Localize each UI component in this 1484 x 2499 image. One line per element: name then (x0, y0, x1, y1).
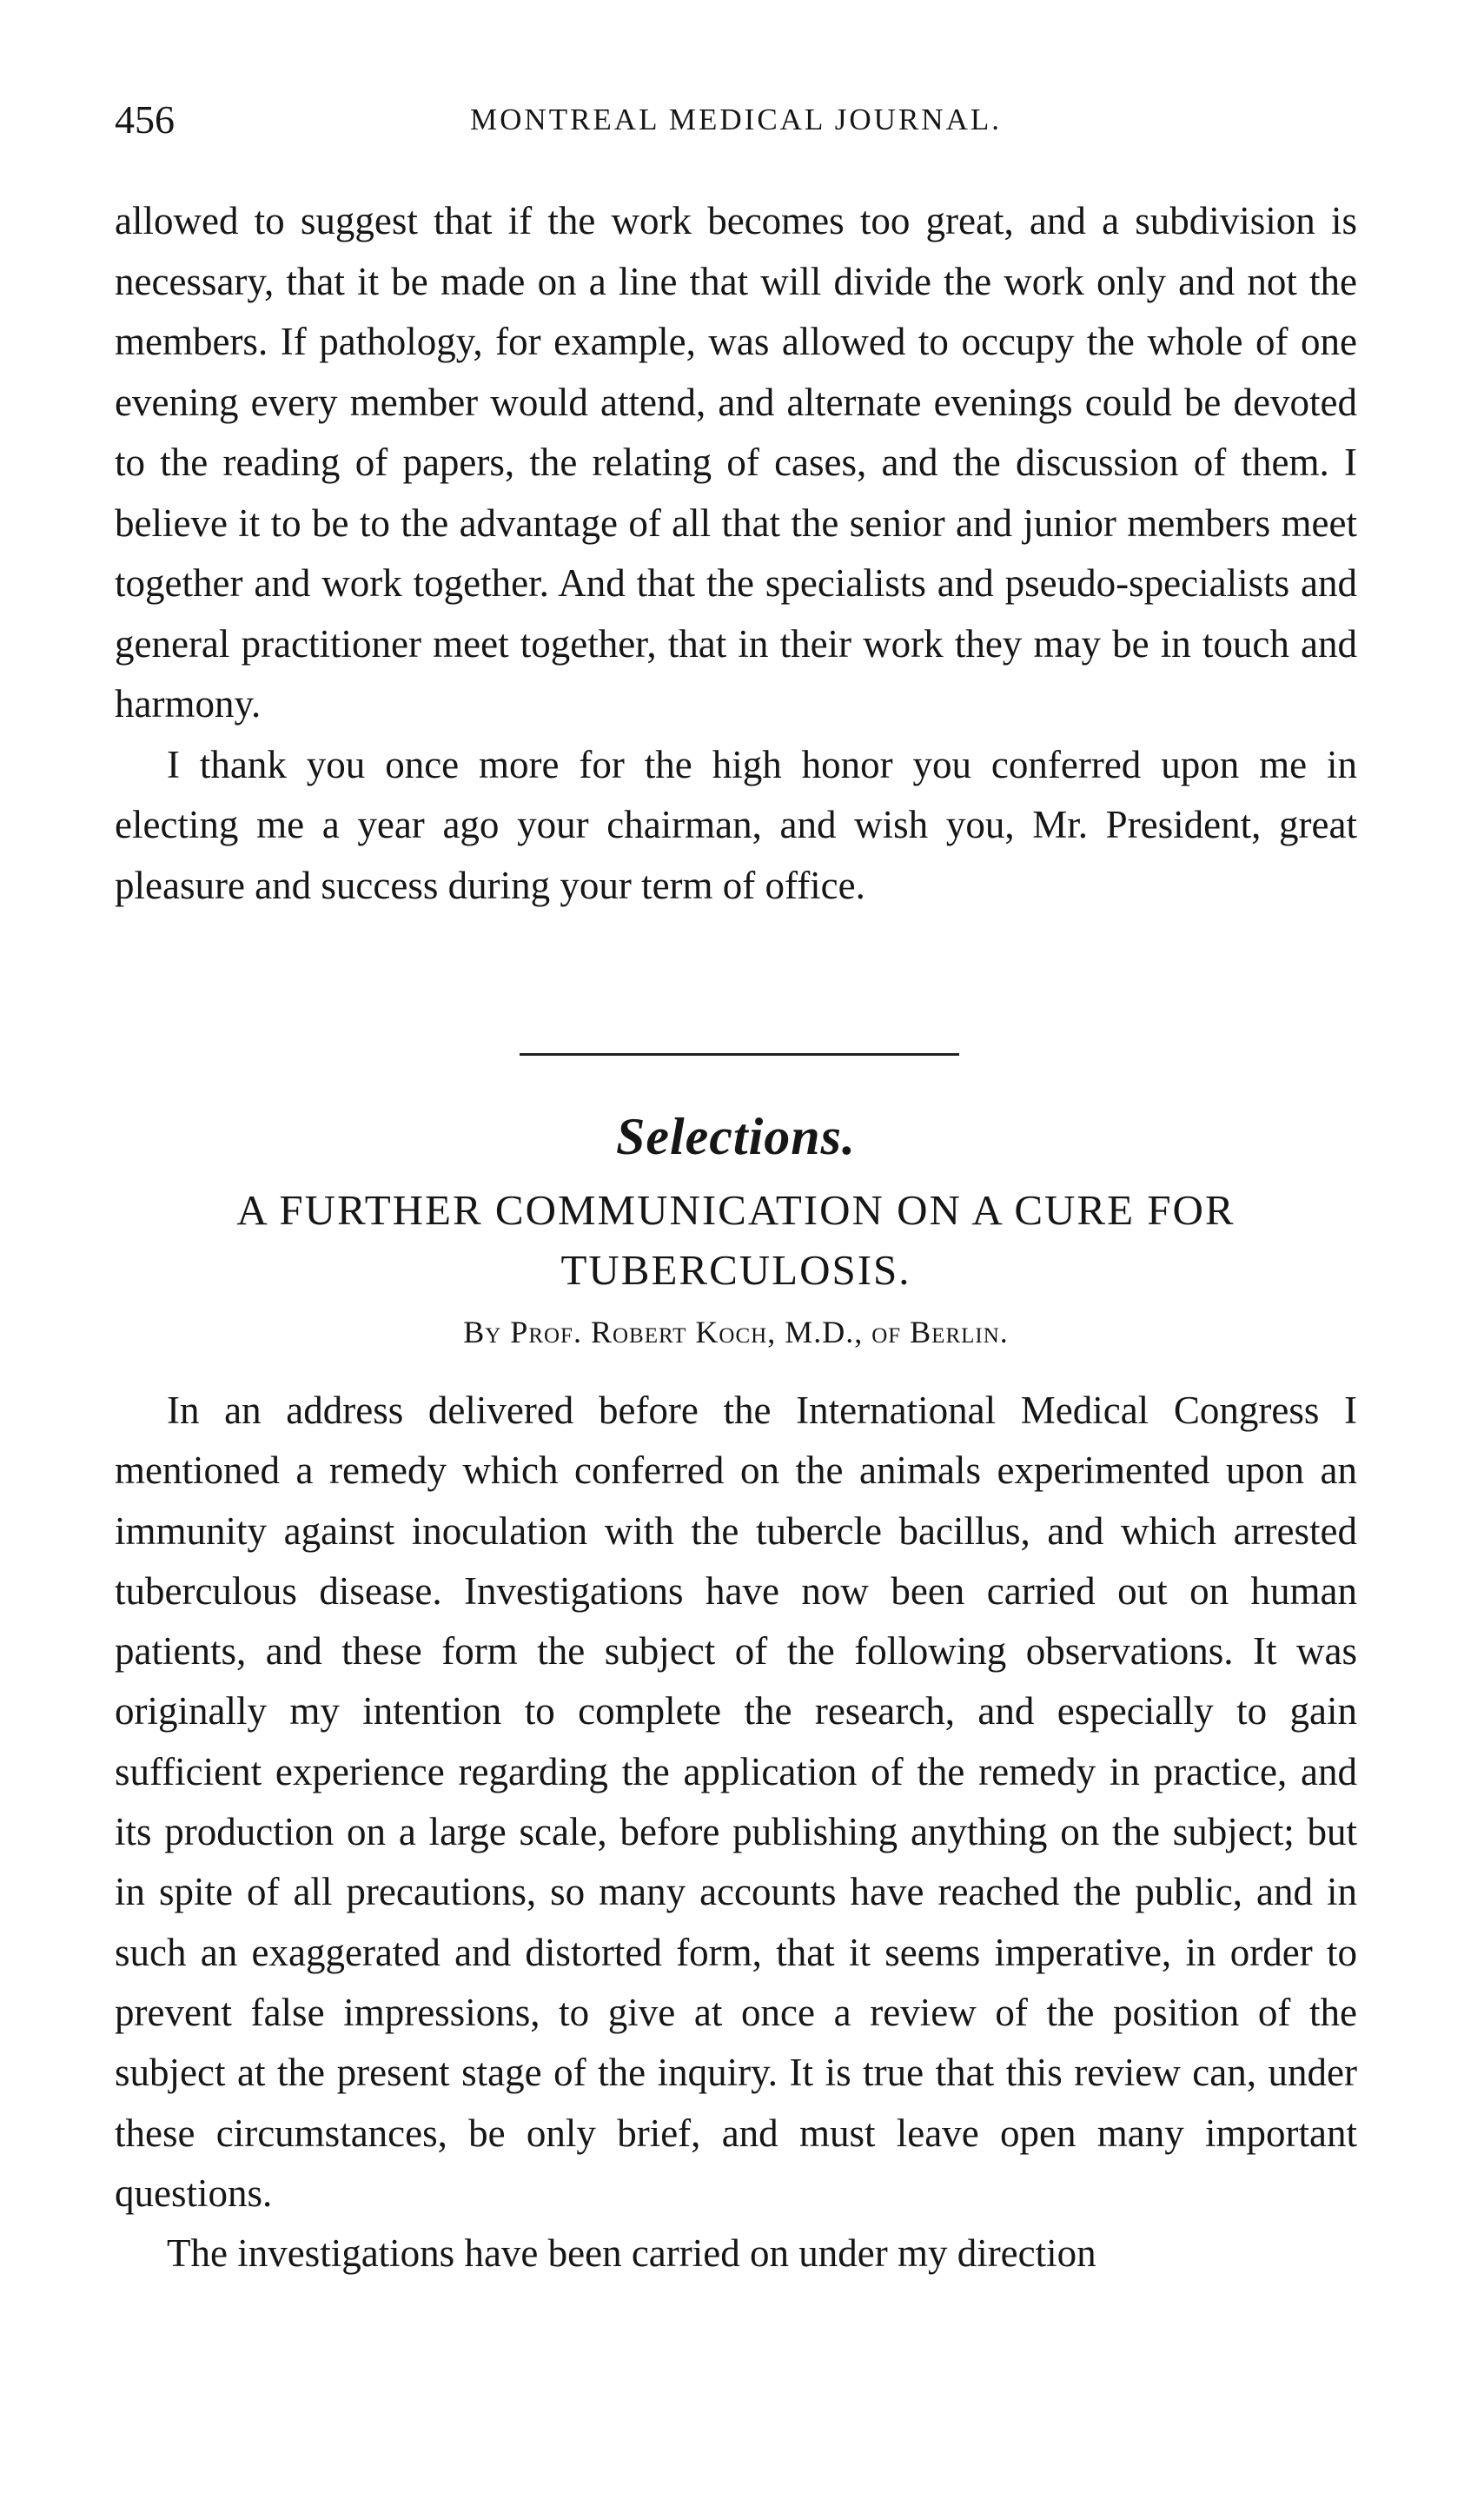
section-divider (520, 1053, 959, 1056)
article-paragraph: The investigations have been carried on under my direction (167, 2231, 1096, 2276)
body-paragraph: I thank you once more for the high honor you conferred upon me in electing me a year ago your chairman, and wish you, Mr. President, great pleasure and success during your term of office. (115, 742, 1357, 907)
section-heading: Selections. (616, 1108, 856, 1165)
article-paragraph: In an address delivered before the International Medical Congress I mentioned a remedy which conferred on the animals experimented upon an immunity against inoculation with the tubercle bacillus, and which arrested tuberculous disease. Investigations have now been carried out on human patients, and these form the subject of the following observations. It was originally my intention to complete the research, and especially to gain sufficient experience regarding the application of the remedy in practice, and its production on a large scale, before publishing anything on the subject; but in spite of all precautions, so many accounts have reached the public, and in such an exaggerated and distorted form, that it seems imperative, in order to prevent false impressions, to give at once a review of the position of the subject at the present stage of the inquiry. It is true that this review can, under these circumstances, be only brief, and must leave open many important questions. (115, 1389, 1357, 2215)
article-title: A FURTHER COMMUNICATION ON A CURE FOR TUBERCULOSIS. (236, 1186, 1236, 1294)
running-head (115, 94, 1357, 146)
previous-article-text (115, 191, 1357, 916)
article-byline: By Prof. Robert Koch, M.D., of Berlin. (463, 1315, 1009, 1349)
journal-title: MONTREAL MEDICAL JOURNAL. (470, 103, 1002, 136)
body-paragraph: allowed to suggest that if the work becomes too great, and a subdivision is necessary, that it be made on a line that will divide the work only and not the members. If pathology, for example, was allowed to occupy the whole of one evening every member would attend, and alternate evenings could be devoted to the reading of papers, the relating of cases, and the discussion of them. I believe it to be to the advantage of all that the senior and junior members meet together and work together. And that the specialists and pseudo-specialists and general practitioner meet together, that in their work they may be in touch and harmony. (115, 199, 1357, 726)
article-text (115, 1381, 1357, 2284)
page-number: 456 (115, 97, 175, 142)
